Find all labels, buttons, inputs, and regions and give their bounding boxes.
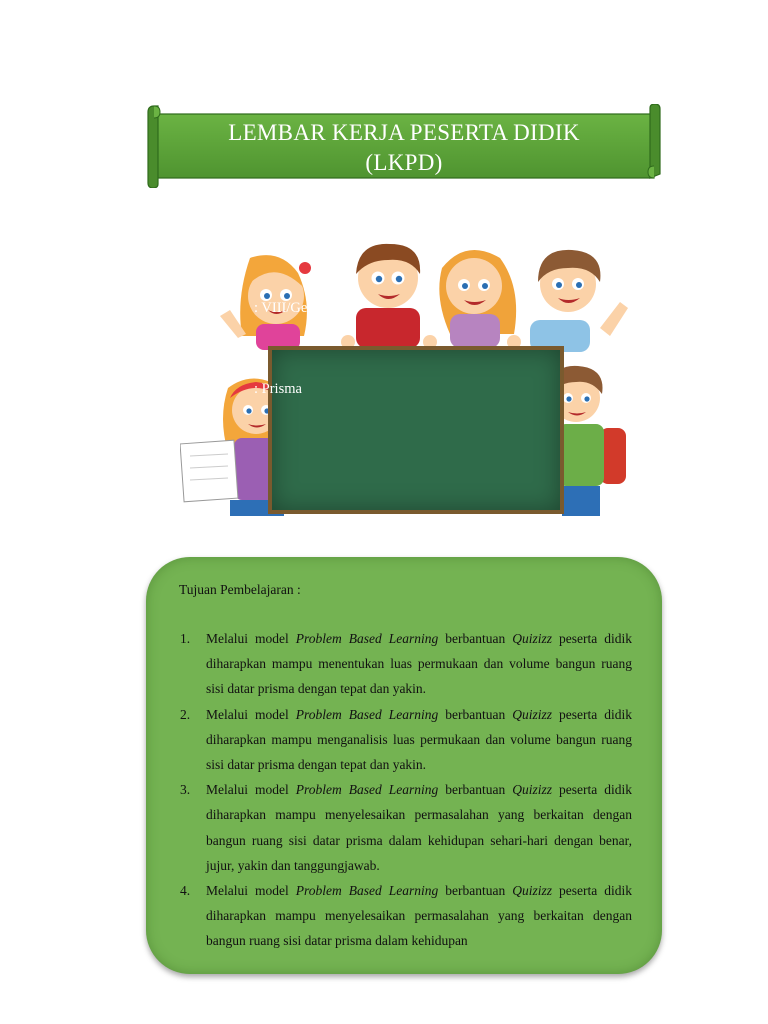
objective-text: Melalui model [206,631,296,646]
boy-blue-figure [530,250,628,352]
objective-text: berbantuan [438,883,513,899]
tool-name: Quizizz [512,631,552,646]
model-name: Problem Based Learning [295,706,439,722]
objective-text: Melalui model [206,706,296,722]
title-line-2: (LKPD) [365,150,443,175]
topic-value: : Prisma [254,381,302,397]
title-line-1: LEMBAR KERJA PESERTA DIDIK [228,120,580,145]
subject-line [138,214,328,241]
topic-label: Materi Pokok [138,381,218,397]
objective-text: peserta didik diharapkan mampu menentukan luas permukaan dan volume bangun ruang sisi datar prisma dengan tepat dan yakin. [206,631,632,697]
objective-number: 2. [180,706,191,722]
class-line [138,295,328,322]
objective-text: Melalui model [206,782,296,798]
objective-text: peserta didik diharapkan mampu menganalisis luas permukaan dan volume bangun ruang sisi datar prisma dengan tepat dan yakin. [206,706,632,773]
class-label: Kelas/Semester [138,300,229,316]
objective-item [174,777,632,878]
objective-text: berbantuan [438,631,513,646]
objective-item [174,626,632,702]
objective-text: Melalui model [206,883,296,899]
boy-red-figure [341,244,437,349]
objective-item [174,702,632,778]
objectives-heading: Tujuan Pembelajaran : [179,582,301,597]
objective-text: peserta didik diharapkan mampu menyelesaikan permasalahan yang berkaitan dengan bangun ruang sisi datar prisma dalam kehidupan sehari-hari dengan benar, jujur, yakin dan tanggungjawab. [206,782,632,873]
objective-number: 4. [180,883,191,899]
tool-name: Quizizz [512,883,552,899]
objective-number: 3. [180,782,191,798]
topic-line [138,376,328,403]
class-value: : VIII/Genap [254,300,329,316]
objective-text: berbantuan [438,782,513,798]
objectives-panel [146,557,662,974]
objective-number: 1. [180,631,191,646]
objective-text: peserta didik diharapkan mampu menyelesaikan permasalahan yang berkaitan dengan bangun ruang sisi datar prisma dalam kehidupan [206,883,632,949]
subject-label: Mata Pelajaran [138,219,226,235]
chalkboard-text [138,160,328,430]
model-name: Problem Based Learning [295,782,439,798]
tool-name: Quizizz [512,706,552,722]
model-name: Problem Based Learning [295,631,439,646]
model-name: Problem Based Learning [295,883,439,899]
objective-item [174,878,632,954]
objectives-list [174,626,632,954]
girl-lilac-figure [439,250,521,349]
objective-text: berbantuan [438,706,513,722]
tool-name: Quizizz [512,782,552,798]
subject-value: : Matematika [248,219,325,235]
